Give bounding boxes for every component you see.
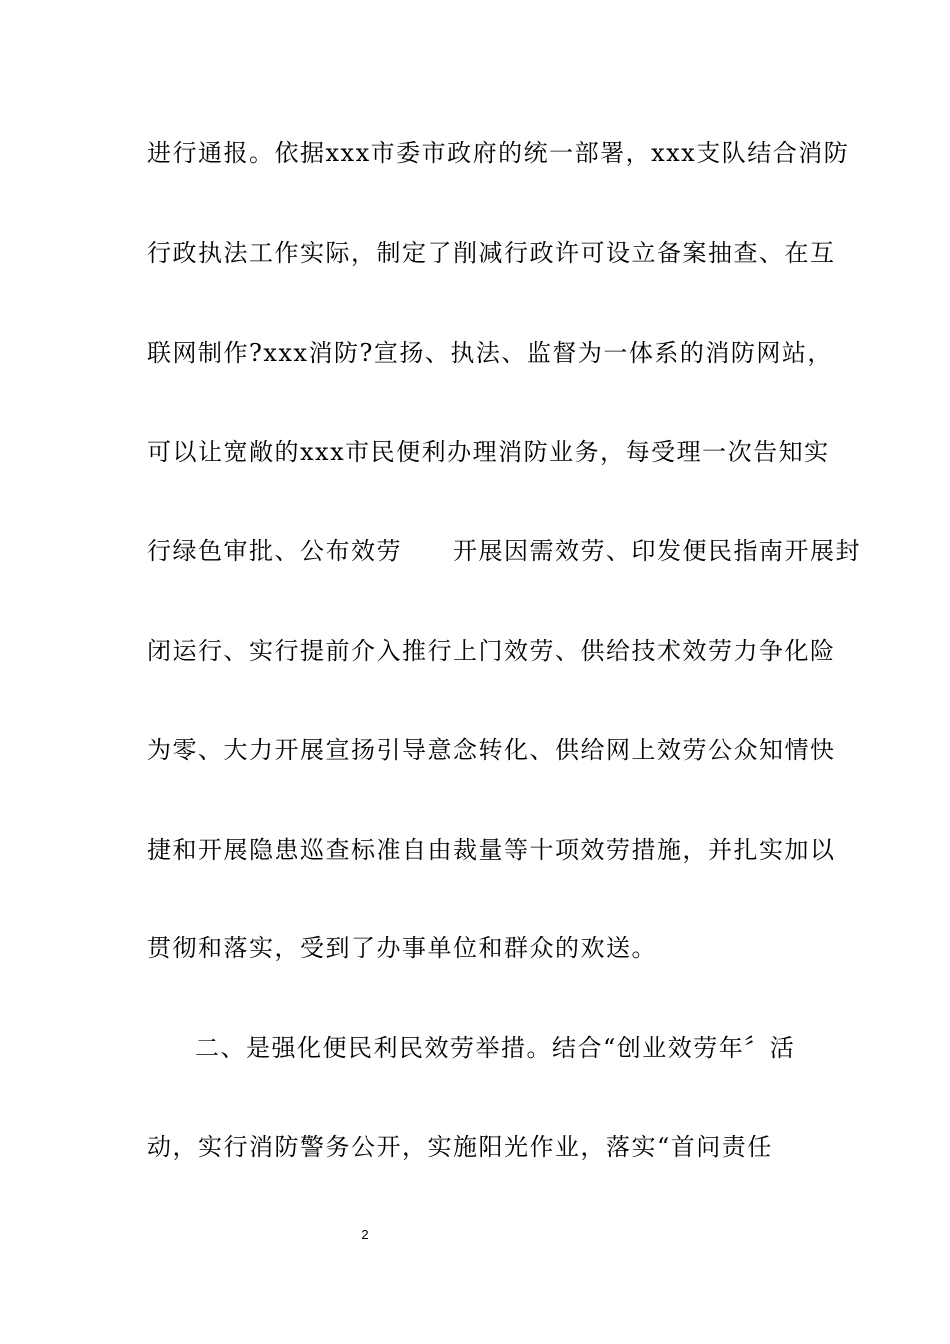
paragraph-line-8: 捷和开展隐患巡查标准自由裁量等十项效劳措施，并扎实加以 <box>147 836 836 864</box>
paragraph-line-9: 贯彻和落实，受到了办事单位和群众的欢送。 <box>147 934 657 962</box>
paragraph-line-2: 行政执法工作实际，制定了削减行政许可设立备案抽查、在互 <box>147 239 836 267</box>
paragraph-line-6: 闭运行、实行提前介入推行上门效劳、供给技术效劳力争化险 <box>147 637 836 665</box>
paragraph-line-3: 联网制作?xxx消防?宣扬、执法、监督为一体系的消防网站， <box>147 339 833 367</box>
paragraph-line-11: 动，实行消防警务公开，实施阳光作业，落实“首问责任 <box>147 1133 773 1161</box>
paragraph-line-4: 可以让宽敞的xxx市民便利办理消防业务，每受理一次告知实 <box>147 438 830 466</box>
section-heading-line: 二、是强化便民利民效劳举措。结合“创业效劳年〞活 <box>195 1034 796 1062</box>
paragraph-line-1: 进行通报。依据xxx市委市政府的统一部署，xxx支队结合消防 <box>147 139 850 167</box>
paragraph-line-5: 行绿色审批、公布效劳 开展因需效劳、印发便民指南开展封 <box>147 537 861 565</box>
page-number: 2 <box>361 1227 369 1242</box>
paragraph-line-7: 为零、大力开展宣扬引导意念转化、供给网上效劳公众知情快 <box>147 736 836 764</box>
